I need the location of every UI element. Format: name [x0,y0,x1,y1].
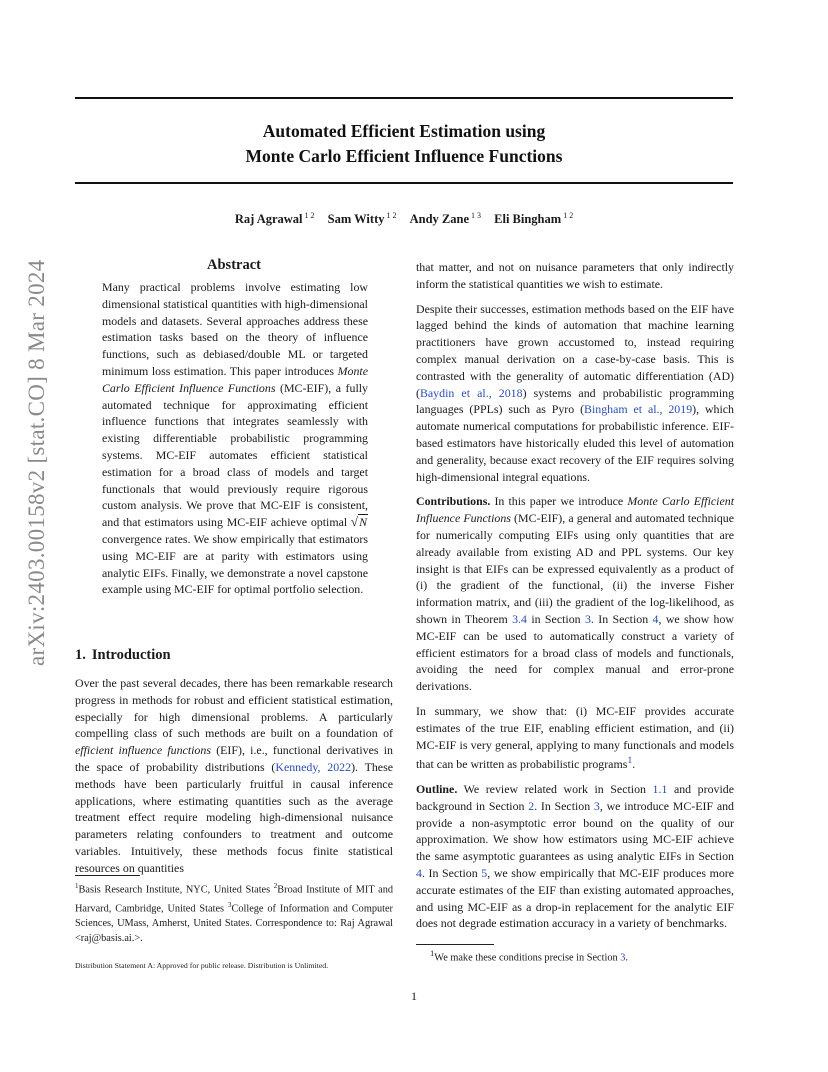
author-affil-marks: 1 2 [304,211,315,220]
summary-paragraph: In summary, we show that: (i) MC-EIF provides accurate estimates of the true EIF, enabling efficient estimation, and (ii) MC-EIF is very general, applying to many functionals and models that can be written as probabilistic programs$^1$. [416,703,734,772]
title-line-1: Automated Efficient Estimation using [262,121,546,141]
title-bottom-rule [75,182,733,184]
author [494,211,573,227]
abstract-text: Many practical problems involve estimating low dimensional statistical quantities with high-dimensional models and datasets. Several approaches address these estimation tasks based on the theory of influence functions, such as debiased/double ML or targeted minimum loss estimation. This paper introduces Monte Carlo Efficient Influence Functions (MC-EIF), a fully automated technique for approximating efficient influence functions that integrates seamlessly with existing differentiable probabilistic programming systems. MC-EIF automates efficient statistical estimation for a broad class of models and target functionals that would previously require rigorous custom analysis. We prove that MC-EIF is consistent, and that estimators using MC-EIF achieve optimal √N convergence rates. We show empirically that estimators using MC-EIF are at parity with estimators using analytic EIFs. Finally, we demonstrate a novel capstone example using MC-EIF for optimal portfolio selection. [102,280,368,597]
distribution-statement: Distribution Statement A: Approved for public release. Distribution is Unlimited. [75,961,329,970]
author-list [75,211,733,227]
footnote-1: $^1$We make these conditions precise in Section 3. [430,948,628,964]
citation-link[interactable]: Bingham et al., 2019 [584,402,693,417]
author-affil-marks: 1 2 [386,211,397,220]
footnote-rule [416,944,494,945]
author-name: Eli Bingham [494,212,562,227]
author [328,211,397,227]
footnote-rule [75,875,140,876]
author-name: Sam Witty [327,212,385,227]
footnote-ref-link[interactable]: 1 [627,755,633,767]
section-ref-link[interactable]: 3 [584,611,591,626]
section-ref-link[interactable]: 2 [528,798,535,813]
introduction-text: Over the past several decades, there has been remarkable research progress in methods for robust and efficient statistical estimation, especially for high dimensional problems. A particularly compelling class of such methods are built on a foundation of efficient influence functions (EIF), i.e., functional derivatives in the space of probability distributions (Kennedy, 2022). These methods have been particularly fruitful in causal inference applications, where estimating quantities such as the average treatment effect require modeling high-dimensional nuisance parameters relating confounders to treatment and outcome variables. Intuitively, these methods focus finite statistical resources on quantities [75,676,393,875]
author [235,211,315,227]
arxiv-stamp-text: arXiv:2403.00158v2 [stat.CO] 8 Mar 2024 [24,259,49,666]
section-ref-link[interactable]: 3 [593,798,600,813]
abstract-heading: Abstract [207,257,261,273]
outline-paragraph: Outline. We review related work in Section 1.1 and provide background in Section 2. In Section 3, we introduce MC-EIF and provide a non-asymptotic error bound on the quality of our approximation. We show how estimators using MC-EIF achieve the same asymptotic guarantees as using analytic EIFs in Section 4. In Section 5, we show empirically that MC-EIF produces more accurate estimates of the EIF than existing automated approaches, and using MC-EIF as a drop-in replacement for the analytic EIF does not degrade estimation accuracy in a variety of benchmarks. [416,782,734,931]
author [410,211,481,227]
section-ref-link[interactable]: 3 [620,952,626,964]
author-name: Raj Agrawal [234,212,303,227]
title-top-rule [75,97,733,99]
arxiv-stamp [22,259,58,666]
theorem-ref-link[interactable]: 3.4 [512,611,527,626]
citation-link[interactable]: Baydin et al., 2018 [419,385,523,400]
sqrt-n: √N [350,514,367,530]
paragraph: that matter, and not on nuisance parameters that only indirectly inform the statistical quantities we wish to estimate. [416,260,734,291]
page-number: 1 [411,989,417,1003]
paper-title [75,119,733,169]
affiliations-footnote: $^1$Basis Research Institute, NYC, United States $^2$Broad Institute of MIT and Harvard, Cambridge, United States $^3$College of Information and Computer Sciences, UMass, Amherst, United States. Correspondence to: Raj Agrawal <raj@basis.ai.>. [75,882,393,944]
section-heading-introduction: 1. Introduction [75,647,171,663]
paragraph: Despite their successes, estimation methods based on the EIF have lagged behind the kinds of automation that machine learning practitioners have grown accustomed to, instead requiring complex manual derivation on a case-by-case basis. This is contrasted with the generality of automatic differentiation (AD) (Baydin et al., 2018) systems and probabilistic programming languages (PPLs) such as Pyro (Bingham et al., 2019), which automate numerical computations for probabilistic inference. EIF-based estimators have historically eluded this level of automation and generality, because exact recovery of the EIF requires solving high-dimensional integral equations. [416,301,735,484]
section-ref-link[interactable]: 5 [481,866,488,881]
author-name: Andy Zane [409,212,470,227]
section-ref-link[interactable]: 4 [652,611,659,626]
author-affil-marks: 1 3 [471,211,482,220]
title-line-2: Monte Carlo Efficient Influence Functions [245,146,563,166]
citation-link[interactable]: Kennedy, 2022 [275,759,352,774]
contributions-paragraph: Contributions. In this paper we introduce Monte Carlo Efficient Influence Functions (MC-EIF), a general and automated technique for numerically computing EIFs using only quantities that are already available from existing AD and PPL systems. Our key insight is that EIFs can be expressed equivalently as a product of (i) the gradient of the functional, (ii) the inverse Fisher information matrix, and (iii) the gradient of the log-likelihood, as shown in Theorem 3.4 in Section 3. In Section 4, we show how MC-EIF can be used to automatically construct a variety of efficient estimators for a broad class of models and functionals, avoiding the need for complex manual and error-prone derivations. [416,494,734,694]
author-affil-marks: 1 2 [563,211,574,220]
right-column [416,259,734,940]
section-ref-link[interactable]: 1.1 [652,782,668,797]
section-ref-link[interactable]: 4 [416,866,422,881]
